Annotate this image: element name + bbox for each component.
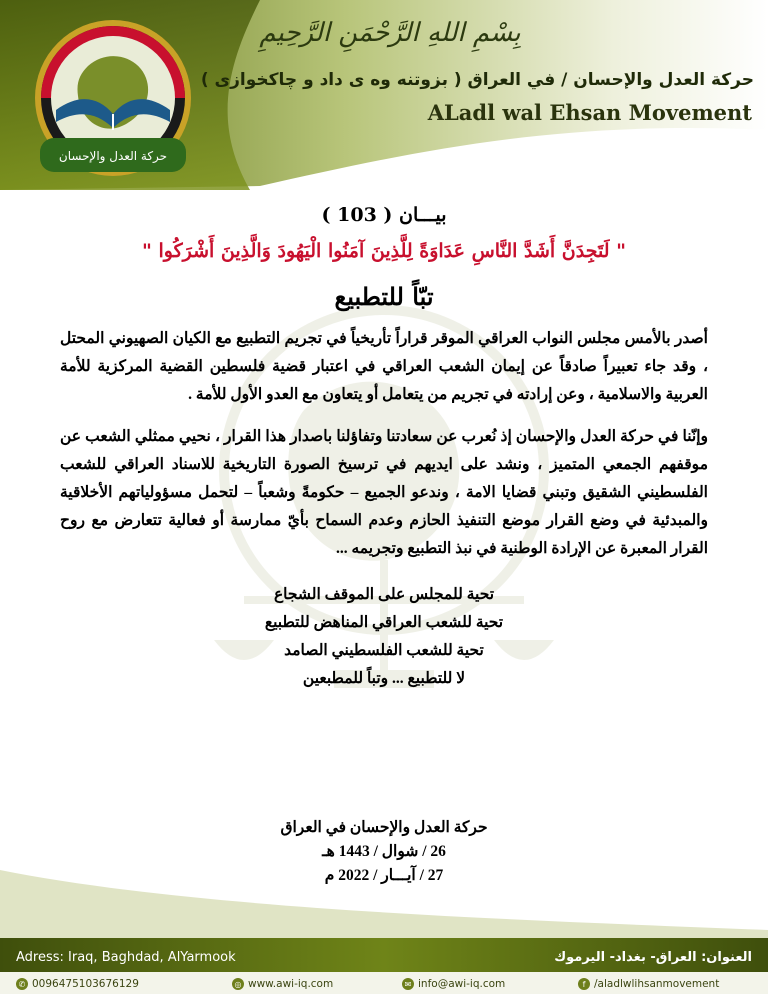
contact-phone — [16, 978, 139, 990]
contact-facebook[interactable] — [578, 978, 719, 990]
email-icon: ✉ — [402, 978, 414, 990]
contact-email[interactable] — [402, 978, 505, 990]
salutes-list — [60, 581, 708, 693]
globe-icon: ◎ — [232, 978, 244, 990]
phone-icon: ✆ — [16, 978, 28, 990]
statement-body — [60, 200, 708, 693]
email-address[interactable]: info@awi-iq.com — [418, 978, 506, 990]
contact-bar — [0, 976, 768, 994]
contact-website[interactable] — [232, 978, 333, 990]
facebook-icon: f — [578, 978, 590, 990]
salute-line: تحية للمجلس على الموقف الشجاع — [273, 586, 495, 603]
quran-verse: " لَتَجِدَنَّ أَشَدَّ النَّاسِ عَدَاوَةً لِلَّذِينَ آمَنُوا الْيَهُودَ وَالَّذِينَ أَشْرَكُوا " — [141, 240, 627, 262]
statement-title: بيـــان ( 103 ) — [321, 204, 447, 226]
paragraph-1 — [60, 325, 708, 409]
gregorian-date: 27 / آيـــار / 2022 م — [324, 867, 444, 884]
phone-number: 009647510367612​9 — [32, 978, 139, 990]
paragraph-2 — [60, 423, 708, 563]
logo-caption: حركة العدل والإحسان — [58, 149, 168, 163]
hijri-date: 26 / شوال / 1443 هـ — [322, 843, 446, 860]
salute-line: لا للتطبيع ... وتباً للمطبعين — [302, 670, 466, 687]
paragraph-1-text: أصدر بالأمس مجلس النواب العراقي الموقر قراراً تأريخياً في تجريم التطبيع مع الكيان الصهيوني المحتل ، وقد جاء تعبيراً صادقاً عن إيمان الشعب العراقي في اعتبار قضية فلسطين القضية المركزية للأمة العربية والاسلامية ، وعن إرادته في تجريم من يتعامل أو يتعاون مع العدو الأول للأمة . — [60, 330, 708, 403]
statement-headline: تبّاً للتطبيع — [334, 282, 434, 311]
salute-line: تحية للشعب العراقي المناهض للتطبيع — [264, 614, 504, 631]
paragraph-2-text: وإنّنا في حركة العدل والإحسان إذ نُعرب عن سعادتنا وتفاؤلنا باصدار هذا القرار ، نحيي ممثلي الشعب عن موقفهم الجمعي المتميز ، ونشد على ايديهم في ترسيخ الصورة التاريخية للاسناد العراقي للشعب الفلسطيني الشقيق وتبني قضايا الامة ، وندعو الجميع – حكومةً وشعباً – لتحمل مسؤولياتهم الأخلاقية والمبدئية في وضع القرار موضع التنفيذ الحازم وعدم السماح بأيّ ممارسة أو فعالية تتعارض مع روح القرار المعبرة عن الإرادة الوطنية في نبذ التطبيع وتجريمه ... — [60, 428, 708, 557]
footer-address-english: Adress: Iraq, Baghdad, AlYarmook — [16, 950, 236, 965]
movement-name-arabic: حركة العدل والإحسان / في العراق ( بزوتنه وه ى داد و چاكخوازى ) — [200, 70, 754, 90]
signature-org: حركة العدل والإحسان في العراق — [280, 819, 488, 836]
salute-line: تحية للشعب الفلسطيني الصامد — [284, 642, 484, 659]
footer-address-arabic: العنوان: العراق- بغداد- اليرموك — [554, 950, 752, 965]
website-url[interactable]: www.awi-iq.com — [248, 978, 334, 990]
footer — [0, 938, 768, 994]
movement-name-english: ALadl wal Ehsan Movement — [427, 100, 752, 125]
bismillah-calligraphy: بِسْمِ اللهِ الرَّحْمَنِ الرَّحِيمِ — [259, 18, 521, 48]
movement-logo — [18, 18, 208, 188]
facebook-handle[interactable]: /aladlwlihsanmovement — [594, 978, 720, 990]
